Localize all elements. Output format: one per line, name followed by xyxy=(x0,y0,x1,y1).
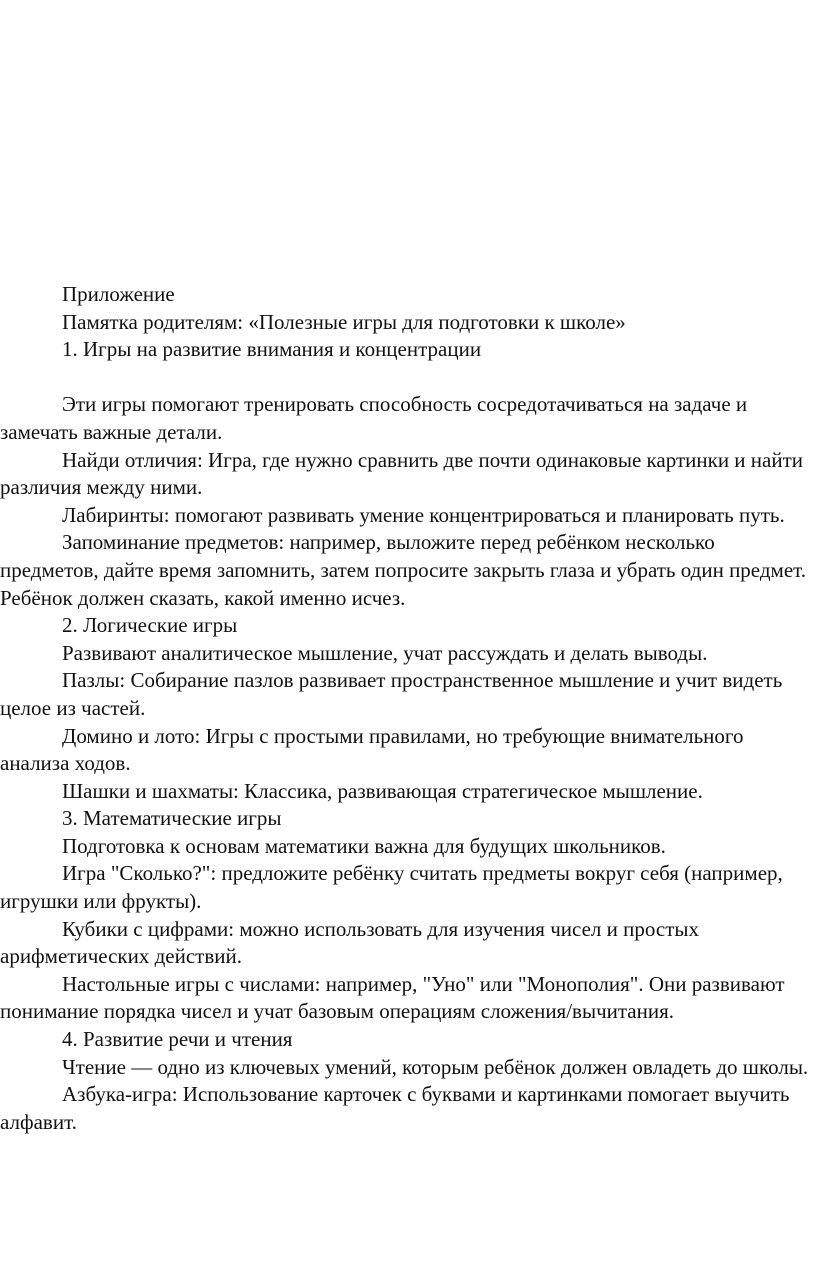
section-heading: 1. Игры на развитие внимания и концентрации xyxy=(62,337,482,362)
paragraph: Настольные игры с числами: например, "Уно" или "Монополия". Они развивают понимание порядка чисел и учат базовым операциям сложения/вычитания. xyxy=(0,971,785,1024)
memo-title: Памятка родителям: «Полезные игры для подготовки к школе» xyxy=(62,309,626,334)
paragraph: Развивают аналитическое мышление, учат рассуждать и делать выводы. xyxy=(62,640,708,665)
section-heading: 3. Математические игры xyxy=(62,806,282,831)
paragraph: Игра "Сколько?": предложите ребёнку считать предметы вокруг себя (например, игрушки или фрукты). xyxy=(0,861,783,914)
paragraph: Пазлы: Собирание пазлов развивает пространственное мышление и учит видеть целое из частей. xyxy=(0,668,783,720)
paragraph: Найди отличия: Игра, где нужно сравнить две почти одинаковые картинки и найти различия между ними. xyxy=(0,447,804,500)
section-heading: 4. Развитие речи и чтения xyxy=(62,1027,293,1052)
document-page xyxy=(0,281,816,1136)
blank-line xyxy=(0,364,816,392)
paragraph: Чтение — одно из ключевых умений, которым ребёнок должен овладеть до школы. xyxy=(62,1054,809,1079)
appendix-label: Приложение xyxy=(62,282,175,306)
paragraph: Лабиринты: помогают развивать умение концентрироваться и планировать путь. xyxy=(62,502,785,527)
paragraph: Шашки и шахматы: Классика, развивающая стратегическое мышление. xyxy=(62,778,703,803)
paragraph: Домино и лото: Игры с простыми правилами, но требующие внимательного анализа ходов. xyxy=(0,723,744,776)
paragraph: Запоминание предметов: например, выложите перед ребёнком несколько предметов, дайте время запомнить, затем попросите закрыть глаза и убрать один предмет. Ребёнок должен сказать, какой именно исчез. xyxy=(0,530,806,610)
paragraph: Кубики с цифрами: можно использовать для изучения чисел и простых арифметических действий. xyxy=(0,916,700,969)
paragraph: Азбука-игра: Использование карточек с буквами и картинками помогает выучить алфавит. xyxy=(0,1082,790,1134)
paragraph: Эти игры помогают тренировать способность сосредотачиваться на задаче и замечать важные детали. xyxy=(0,392,748,444)
paragraph: Подготовка к основам математики важна для будущих школьников. xyxy=(62,833,666,858)
section-heading: 2. Логические игры xyxy=(62,613,238,638)
